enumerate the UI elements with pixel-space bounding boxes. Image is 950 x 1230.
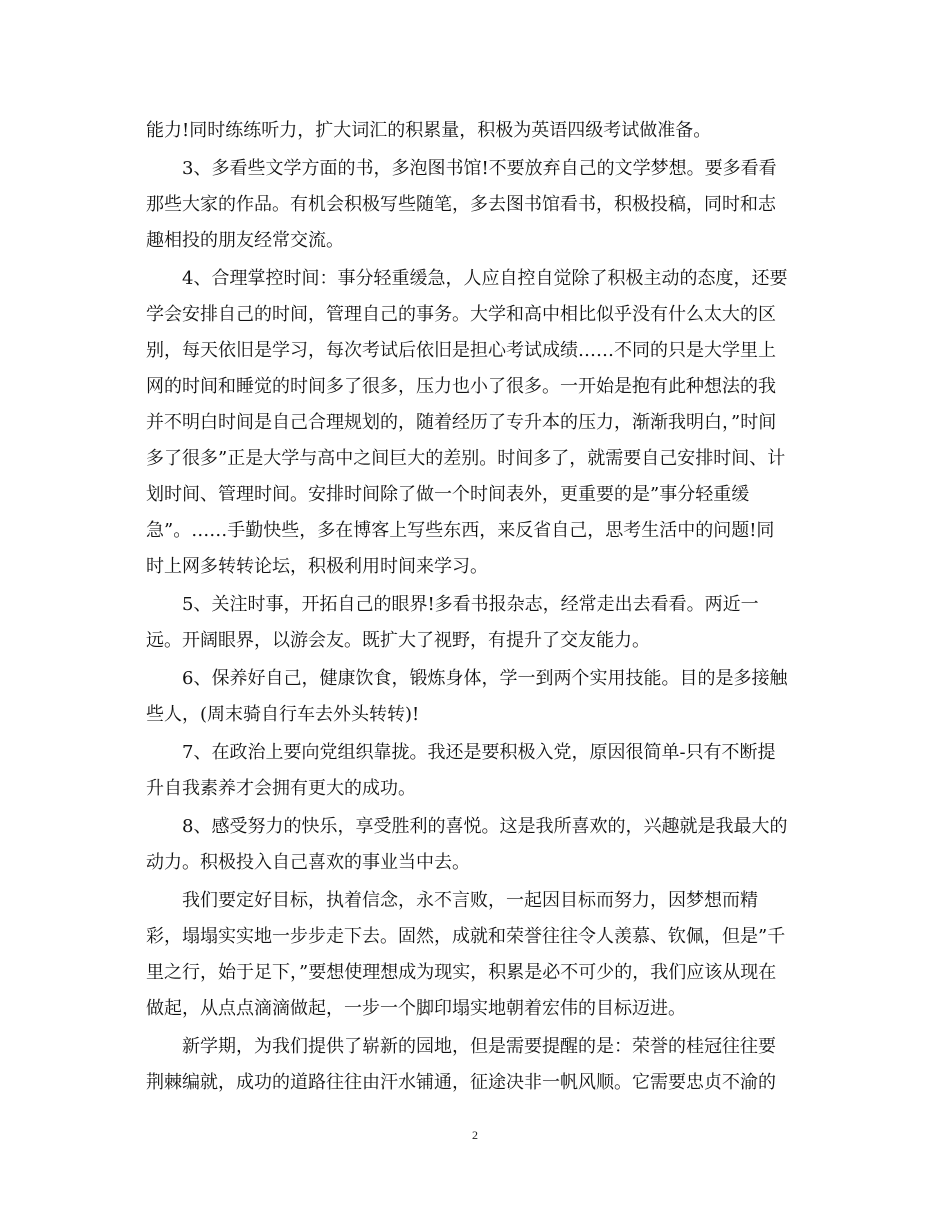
text-line: 3、多看些文学方面的书，多泡图书馆!不要放弃自己的文学梦想。要多看看 xyxy=(182,158,777,179)
text-line: 我们要定好目标，执着信念，永不言败，一起因目标而努力，因梦想而精 xyxy=(182,890,758,911)
text-line: 彩，塌塌实实地一步步走下去。固然，成就和荣誉往往令人羡慕、钦佩，但是”千 xyxy=(146,926,786,947)
text-line: 并不明白时间是自己合理规划的，随着经历了专升本的压力，渐渐我明白，”时间 xyxy=(146,412,777,433)
text-line: 6、保养好自己，健康饮食，锻炼身体，学一到两个实用技能。目的是多接触 xyxy=(182,668,788,689)
text-line: 趣相投的朋友经常交流。 xyxy=(146,230,344,251)
document-body xyxy=(146,113,806,1101)
text-line: 那些大家的作品。有机会积极写些随笔，多去图书馆看书，积极投稿，同时和志 xyxy=(146,194,776,215)
text-line: 些人，(周末骑自行车去外头转转)! xyxy=(146,704,420,725)
text-line: 远。开阔眼界，以游会友。既扩大了视野，有提升了交友能力。 xyxy=(146,630,650,651)
text-line: 里之行，始于足下，”要想使理想成为现实，积累是必不可少的，我们应该从现在 xyxy=(146,962,777,983)
text-line: 7、在政治上要向党组织靠拢。我还是要积极入党，原因很简单-只有不断提 xyxy=(182,742,776,763)
text-line: 4、合理掌控时间：事分轻重缓急，人应自控自觉除了积极主动的态度，还要 xyxy=(182,268,788,289)
text-line: 新学期，为我们提供了崭新的园地，但是需要提醒的是：荣誉的桂冠往往要 xyxy=(182,1036,776,1057)
text-line: 做起，从点点滴滴做起，一步一个脚印塌实地朝着宏伟的目标迈进。 xyxy=(146,998,686,1019)
text-line: 5、关注时事，开拓自己的眼界!多看书报杂志，经常走出去看看。两近一 xyxy=(182,594,759,615)
text-line: 学会安排自己的时间，管理自己的事务。大学和高中相比似乎没有什么太大的区 xyxy=(146,304,776,325)
text-line: 急”。……手勤快些，多在博客上写些东西，来反省自己，思考生活中的问题!同 xyxy=(146,520,775,541)
text-line: 荆棘编就，成功的道路往往由汗水铺通，征途决非一帆风顺。它需要忠贞不渝的 xyxy=(146,1072,776,1093)
text-line: 动力。积极投入自己喜欢的事业当中去。 xyxy=(146,852,470,873)
text-line: 别，每天依旧是学习，每次考试后依旧是担心考试成绩……不同的只是大学里上 xyxy=(146,340,776,361)
text-line: 划时间、管理时间。安排时间除了做一个时间表外，更重要的是”事分轻重缓 xyxy=(146,484,750,505)
text-line: 能力!同时练练听力，扩大词汇的积累量，积极为英语四级考试做准备。 xyxy=(146,120,712,141)
text-line: 网的时间和睡觉的时间多了很多，压力也小了很多。一开始是抱有此种想法的我 xyxy=(146,376,776,397)
text-line: 时上网多转转论坛，积极利用时间来学习。 xyxy=(146,556,488,577)
text-line: 8、感受努力的快乐，享受胜利的喜悦。这是我所喜欢的，兴趣就是我最大的 xyxy=(182,816,788,837)
page-number: 2 xyxy=(472,1128,478,1142)
text-line: 升自我素养才会拥有更大的成功。 xyxy=(146,778,416,799)
text-line: 多了很多”正是大学与高中之间巨大的差别。时间多了，就需要自己安排时间、计 xyxy=(146,448,786,469)
